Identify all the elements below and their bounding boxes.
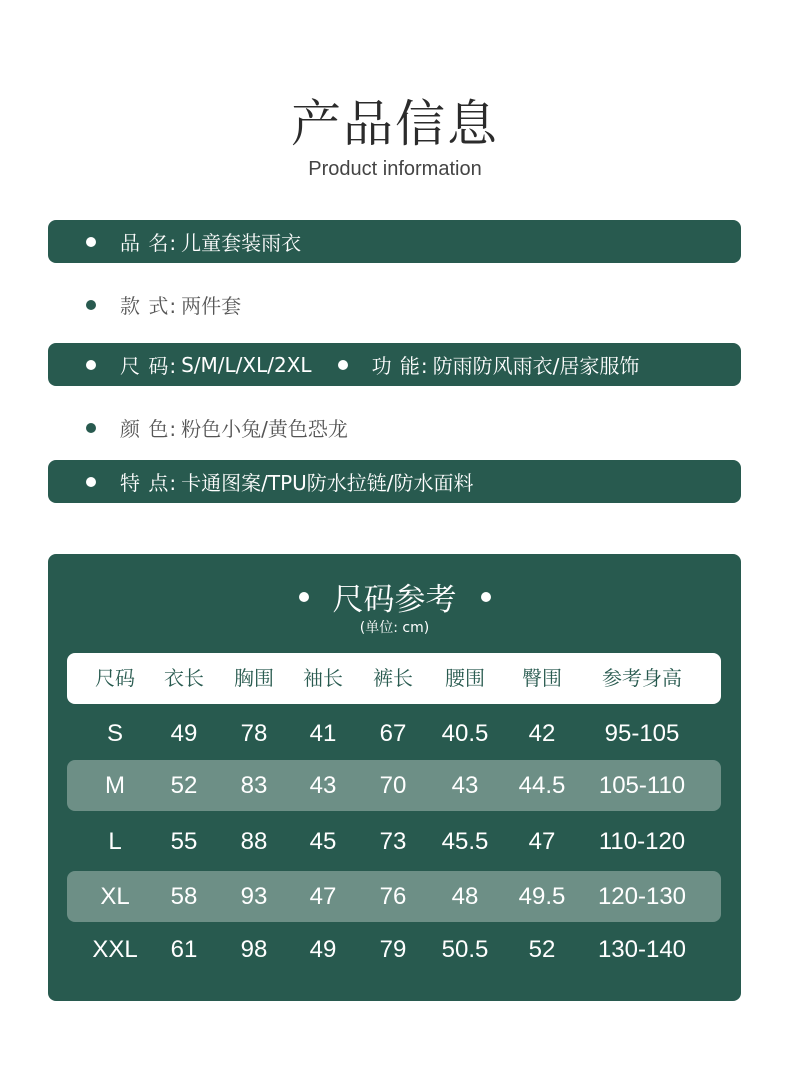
table-cell: 49 [170,720,198,747]
header-cell: 臀围 [522,666,562,690]
table-cell: 43 [451,772,479,799]
table-cell: L [108,828,122,855]
table-cell: 88 [240,828,268,855]
feature-label: 特 点: [120,471,178,495]
table-cell: 47 [528,828,556,855]
table-cell: 67 [379,720,407,747]
color-value: 粉色小兔/黄色恐龙 [181,417,348,441]
bullet-icon [86,477,96,487]
table-cell: XXL [92,936,138,963]
style-label: 款 式: [120,294,178,318]
table-cell: 78 [240,720,268,747]
info-row-size-function [48,343,741,386]
size-chart-title-row [48,574,741,619]
table-cell: 44.5 [518,772,566,799]
header-cell: 裤长 [373,666,413,690]
info-row-color [48,406,741,449]
table-cell: 42 [528,720,556,747]
table-row [67,871,721,922]
header-cell: 参考身高 [602,666,682,690]
info-row-style [48,283,741,326]
table-cell: 110-120 [598,828,686,855]
bullet-icon [86,423,96,433]
table-cell: 55 [170,828,198,855]
feature-value: 卡通图案/TPU防水拉链/防水面料 [181,471,474,495]
name-label: 品 名: [120,231,178,255]
function-value: 防雨防风雨衣/居家服饰 [432,354,640,378]
table-row [67,760,721,811]
size-table-header [67,653,721,704]
bullet-icon [481,592,491,602]
info-row-feature [48,460,741,503]
size-chart-card [48,554,741,1001]
table-cell: 52 [528,936,556,963]
table-cell: 49.5 [518,883,566,910]
table-cell: 45 [309,828,337,855]
table-cell: 45.5 [441,828,489,855]
table-cell: 50.5 [441,936,489,963]
table-cell: 52 [170,772,198,799]
header-cell: 衣长 [164,666,204,690]
table-cell: 76 [379,883,407,910]
size-segment [86,350,312,379]
table-cell: 73 [379,828,407,855]
table-cell: 48 [451,883,479,910]
bullet-icon [338,360,348,370]
bullet-icon [299,592,309,602]
size-chart-unit: (单位: cm) [359,620,430,636]
table-row [67,708,721,759]
function-segment [338,350,640,379]
table-cell: 47 [309,883,337,910]
table-cell: 61 [170,936,198,963]
header-cell: 胸围 [234,666,274,690]
table-cell: M [105,772,125,799]
bullet-icon [86,237,96,247]
table-cell: 49 [309,936,337,963]
header-cell: 袖长 [303,666,343,690]
table-cell: 130-140 [597,936,687,963]
size-value: S/M/L/XL/2XL [181,352,312,377]
table-cell: 105-110 [598,772,686,799]
table-cell: 79 [379,936,407,963]
table-cell: 41 [309,720,337,747]
color-label: 颜 色: [120,417,178,441]
table-cell: 83 [240,772,268,799]
bullet-icon [86,300,96,310]
table-cell: 70 [379,772,407,799]
table-cell: 95-105 [604,720,680,747]
info-row-name [48,220,741,263]
table-cell: 120-130 [597,883,687,910]
table-cell: 93 [240,883,268,910]
size-chart-title: 尺码参考 [332,582,457,618]
header-cell: 尺码 [95,666,135,690]
page-title: 产品信息 [291,95,499,153]
table-cell: 40.5 [441,720,489,747]
function-label: 功 能: [371,354,429,378]
table-cell: 43 [309,772,337,799]
table-cell: 98 [240,936,268,963]
bullet-icon [86,360,96,370]
header-cell: 腰围 [445,666,485,690]
table-cell: XL [100,883,130,910]
table-row [67,816,721,867]
table-cell: 58 [170,883,198,910]
table-cell: S [106,720,123,747]
style-value: 两件套 [181,294,242,318]
table-row [67,924,721,975]
name-value: 儿童套装雨衣 [181,231,302,255]
page-subtitle: Product information [308,158,482,180]
size-label: 尺 码: [120,354,178,378]
